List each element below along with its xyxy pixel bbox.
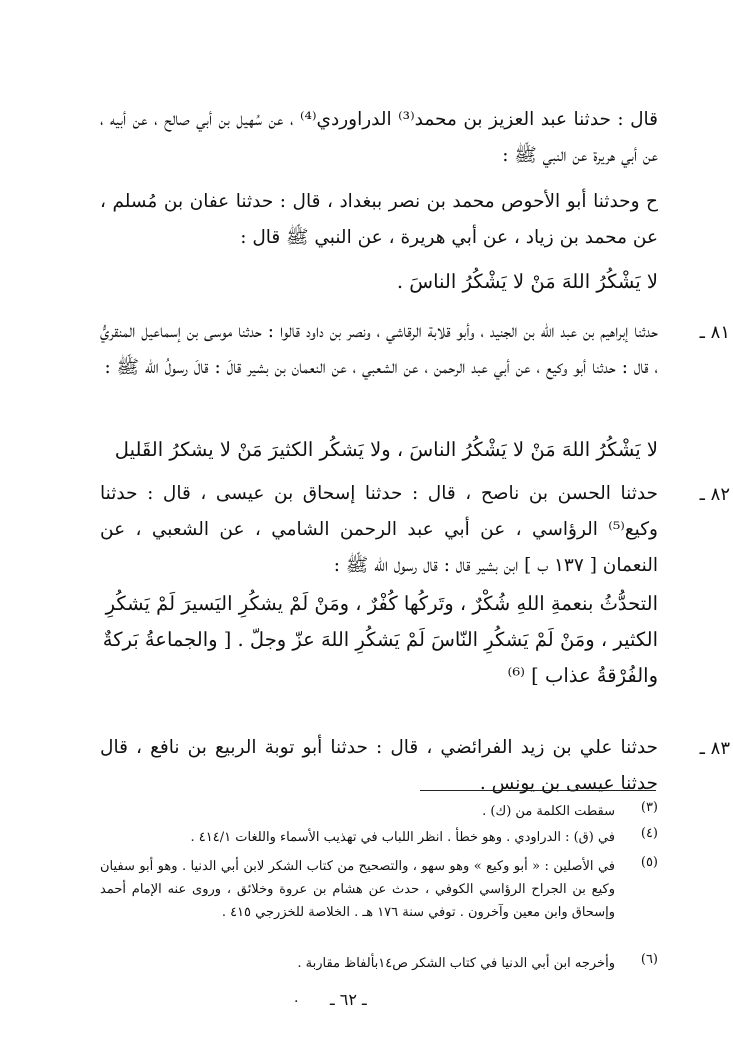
footnote-text: سقطت الكلمة من (ك) .: [482, 804, 615, 819]
footnote-text: في (ق) : الدراودي . وهو خطأ . انظر اللباب في تهذيب الأسماء واللغات ٤١٤/١ .: [190, 830, 615, 845]
hadith-number-81: ٨١ ـ: [699, 322, 730, 343]
page-number: ـ ٦٢ ـ: [330, 990, 367, 1009]
footnote-number: (٣): [640, 800, 658, 815]
hadith-text-81: لا يَشْكُرُ اللهَ مَنْ لا يَشْكُرُ الناسَ ، ولا يَشكُر الكثيرَ مَنْ لا يشكرُ القَليل: [114, 438, 658, 461]
footnote-number: (٦): [640, 952, 658, 967]
hadith-number-82: ٨٢ ـ: [699, 484, 730, 505]
hadith-text-80: لا يَشْكُرُ اللهَ مَنْ لا يَشْكُرُ الناسَ .: [396, 270, 658, 293]
footnote-text: في الأصلين : « أبو وكيع » وهو سهو ، والتصحيح من كتاب الشكر لابن أبي الدنيا . وهو أبو سفيان وكيع بن الجراح الرؤاسي الكوفي ، حدث عن هشام بن عروة وخلائق ، وروى عنه الإمام أحمد وإسحاق وابن معين وآخرون . توفي سنة ١٧٦ هـ . الخلاصة للخزرجي ٤١٥ .: [100, 859, 615, 920]
page-mark: .: [294, 990, 299, 1006]
paragraph-isnad-81: حدثنا إبراهيم بن عبد الله بن الجنيد ، وأبو قلابة الرقاشي ، ونصر بن داود قالوا : حدثنا موسى بن إسماعيل المنقريُّ ، قال : حدثنا أبو وكيع ، عن أبي عبد الرحمن ، عن الشعبي ، عن النعمان بن بشير قالَ : قالَ رسولُ الله ﷺ :: [100, 321, 658, 378]
paragraph-isnad-1: قال : حدثنا عبد العزيز بن محمد⁽³⁾ الدراوردي⁽⁴⁾ ، عن سُهيل بن أبي صالح ، عن أبيه ، عن أبي هريرة عن النبي ﷺ :: [100, 109, 659, 166]
paragraph-isnad-83: حدثنا علي بن زيد الفرائضي ، قال : حدثنا أبو توبة الربيع بن نافع ، قال حدثنا عيسى بن يونس .: [100, 737, 658, 794]
footnote-number: (٤): [640, 826, 658, 841]
hadith-text-82: التحدُّثُ بنعمةِ اللهِ شُكْرٌ ، وتَركُها كُفْرٌ ، ومَنْ لَمْ يشكُرِ اليَسيرَ لَمْ يَشكُرِ الكثير ، ومَنْ لَمْ يَشكُرِ النّاسَ لَمْ يَشكُرِ اللهَ عزّ وجلّ . [ والجماعةُ بَركةٌ والفُرْقةُ عذاب ] ⁽⁶⁾: [102, 592, 658, 687]
paragraph-isnad-2: ح وحدثنا أبو الأحوص محمد بن نصر ببغداد ، قال : حدثنا عفان بن مُسلم ، عن محمد بن زياد ، عن أبي هريرة ، عن النبي ﷺ قال :: [100, 191, 658, 248]
footnote-divider: [420, 790, 656, 791]
hadith-number-83: ٨٣ ـ: [699, 738, 730, 759]
footnote-number: (٥): [640, 855, 658, 870]
paragraph-isnad-82: حدثنا الحسن بن ناصح ، قال : حدثنا إسحاق بن عيسى ، قال : حدثنا وكيع⁽⁵⁾ الرؤاسي ، عن أبي عبد الرحمن الشامي ، عن الشعبي ، عن النعمان [ ١٣٧ ب ] ابن بشير قال : قال رسول الله ﷺ :: [100, 483, 658, 576]
footnote-text: وأخرجه ابن أبي الدنيا في كتاب الشكر ص١٤بألفاظ مقاربة .: [297, 956, 615, 971]
